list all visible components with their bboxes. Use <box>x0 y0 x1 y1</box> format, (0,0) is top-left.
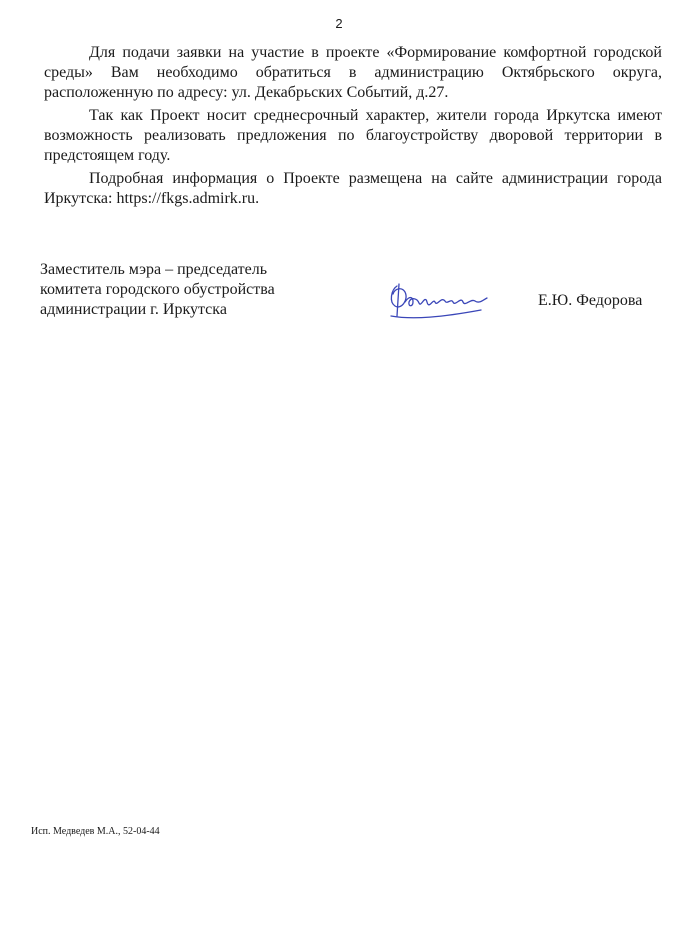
signatory-title-line: администрации г. Иркутска <box>40 301 227 318</box>
handwritten-signature <box>383 280 493 326</box>
paragraph-website-info: Подробная информация о Проекте размещена на сайте администрации города Иркутска: https://fkgs.admirk.ru. <box>44 170 662 207</box>
letter-body <box>44 43 662 212</box>
signatory-name: Е.Ю. Федорова <box>538 292 643 309</box>
signatory-title-line: комитета городского обустройства <box>40 281 275 298</box>
page-number: 2 <box>335 16 343 31</box>
executor-note: Исп. Медведев М.А., 52-04-44 <box>31 826 160 837</box>
paragraph-project-term: Так как Проект носит среднесрочный характер, жители города Иркутска имеют возможность реализовать предложения по благоустройству дворовой территории в предстоящем году. <box>44 107 662 164</box>
paragraph-application: Для подачи заявки на участие в проекте «Формирование комфортной городской среды» Вам необходимо обратиться в администрацию Октябрьского округа, расположенную по адресу: ул. Декабрьских Событий, д.27. <box>44 44 662 101</box>
signatory-title-line: Заместитель мэра – председатель <box>40 261 268 278</box>
signatory-title <box>40 260 275 320</box>
